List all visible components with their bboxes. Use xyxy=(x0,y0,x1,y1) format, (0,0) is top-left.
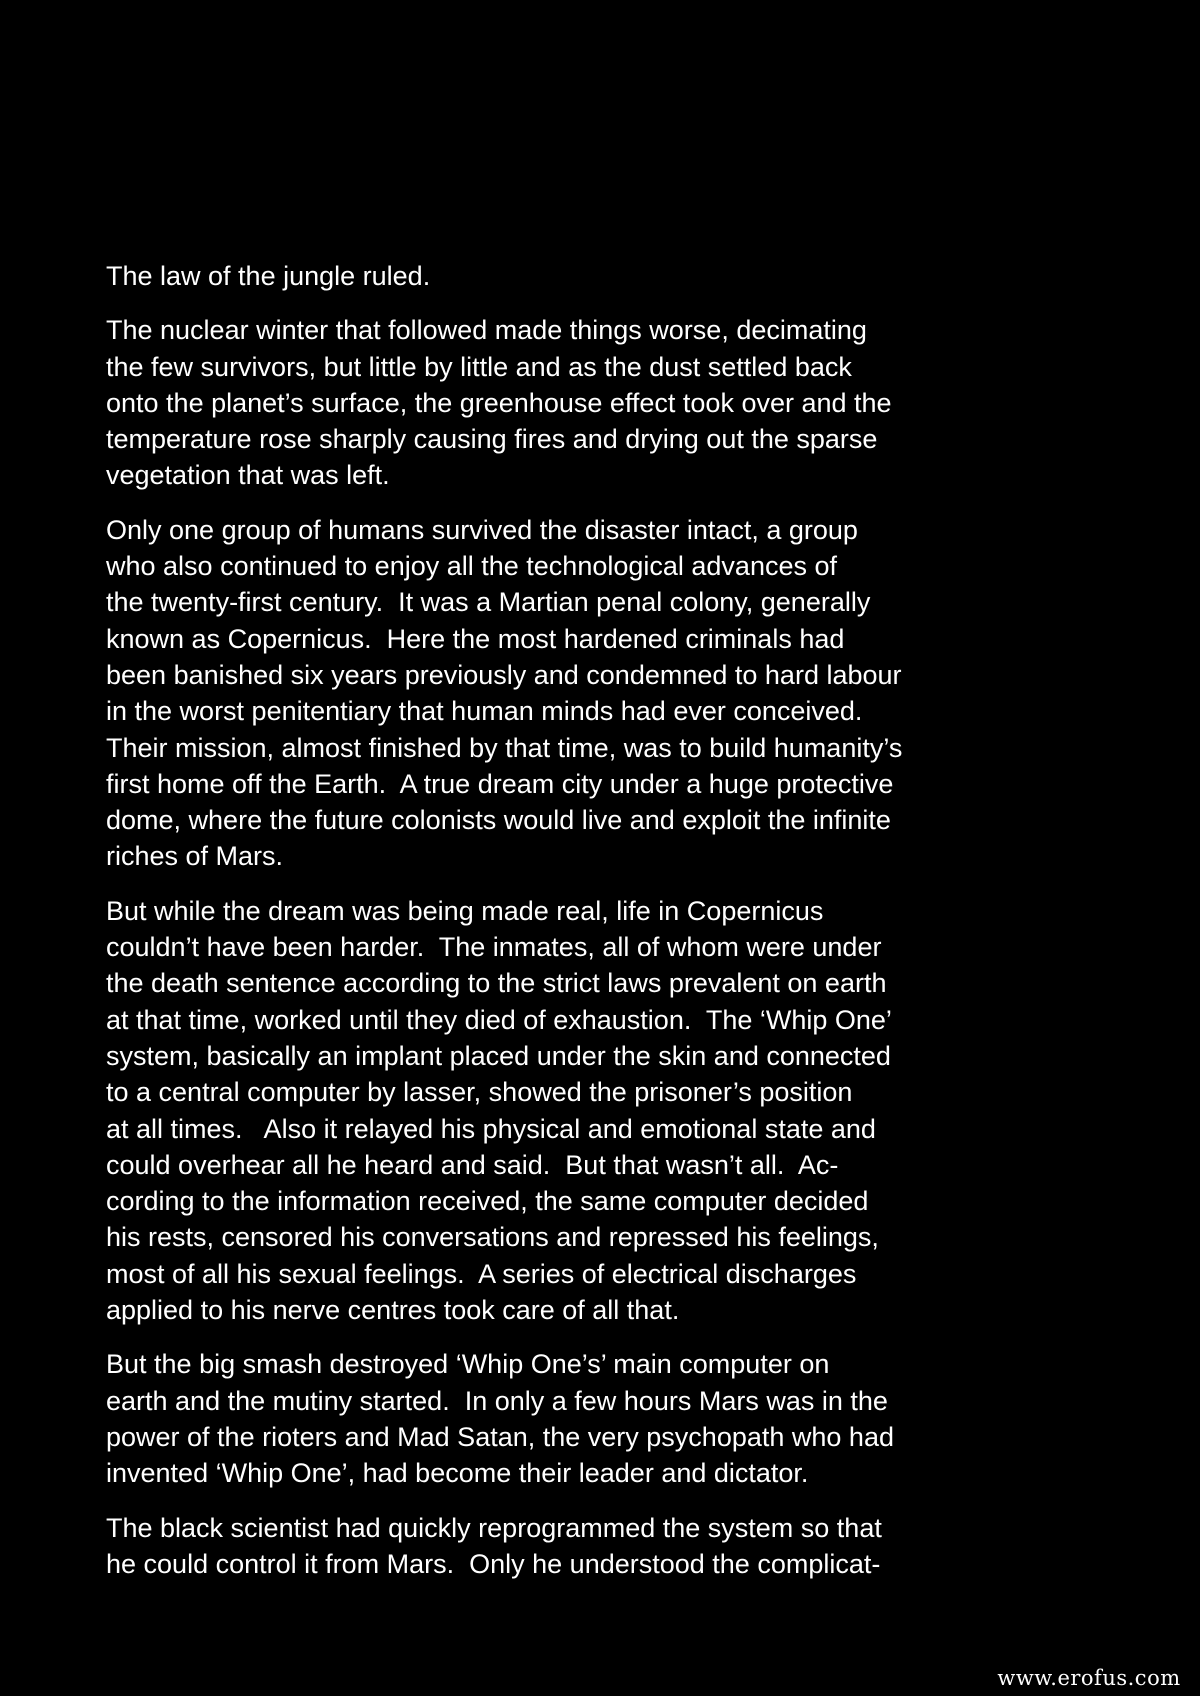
text-line: Their mission, almost finished by that time, was to build humanity’s xyxy=(106,732,903,763)
text-line: riches of Mars. xyxy=(106,841,284,872)
text-line: most of all his sexual feelings. A series of electrical discharges xyxy=(106,1258,857,1289)
text-line: The law of the jungle ruled. xyxy=(106,261,431,291)
paragraph-4 xyxy=(106,893,946,1329)
paragraph-3 xyxy=(106,512,946,875)
paragraph-2 xyxy=(106,312,946,493)
watermark-label: www.erofus.com xyxy=(978,1660,1200,1696)
text-line: temperature rose sharply causing fires and drying out the sparse xyxy=(106,424,878,455)
text-line: the few survivors, but little by little and as the dust settled back xyxy=(106,351,852,382)
text-line: his rests, censored his conversations and repressed his feelings, xyxy=(106,1222,879,1253)
text-line: dome, where the future colonists would live and exploit the infinite xyxy=(106,805,891,836)
text-line: power of the rioters and Mad Satan, the very psychopath who had xyxy=(106,1421,894,1452)
text-line: at that time, worked until they died of exhaustion. The ‘Whip One’ xyxy=(106,1004,892,1035)
paragraph-6 xyxy=(106,1510,946,1583)
text-line: earth and the mutiny started. In only a few hours Mars was in the xyxy=(106,1385,888,1416)
paragraph-1 xyxy=(106,258,946,294)
text-line: onto the planet’s surface, the greenhouse effect took over and the xyxy=(106,387,892,418)
text-line: system, basically an implant placed under the skin and connected xyxy=(106,1040,891,1071)
text-line: But while the dream was being made real, life in Copernicus xyxy=(106,895,824,926)
text-line: first home off the Earth. A true dream city under a huge protective xyxy=(106,768,894,799)
text-line: vegetation that was left. xyxy=(106,460,390,491)
text-block xyxy=(106,258,946,1600)
text-line: applied to his nerve centres took care of all that. xyxy=(106,1295,680,1326)
text-line: cording to the information received, the same computer decided xyxy=(106,1186,869,1217)
text-line: at all times. Also it relayed his physical and emotional state and xyxy=(106,1113,876,1144)
text-line: the death sentence according to the strict laws prevalent on earth xyxy=(106,968,887,999)
text-line: invented ‘Whip One’, had become their leader and dictator. xyxy=(106,1458,809,1489)
text-line: But the big smash destroyed ‘Whip One’s’ main computer on xyxy=(106,1349,830,1380)
text-line: who also continued to enjoy all the technological advances of xyxy=(106,551,837,582)
text-line: the twenty-first century. It was a Martian penal colony, generally xyxy=(106,587,871,618)
text-line: The nuclear winter that followed made things worse, decimating xyxy=(106,315,867,346)
text-line: to a central computer by lasser, showed the prisoner’s position xyxy=(106,1077,853,1108)
text-line: couldn’t have been harder. The inmates, all of whom were under xyxy=(106,932,882,963)
text-line: could overhear all he heard and said. But that wasn’t all. Ac- xyxy=(106,1149,839,1180)
paragraph-5 xyxy=(106,1346,946,1491)
text-line: The black scientist had quickly reprogrammed the system so that xyxy=(106,1512,882,1543)
text-line: Only one group of humans survived the disaster intact, a group xyxy=(106,514,858,545)
text-line: he could control it from Mars. Only he understood the complicat- xyxy=(106,1548,881,1579)
text-line: in the worst penitentiary that human minds had ever conceived. xyxy=(106,696,863,727)
text-line: been banished six years previously and condemned to hard labour xyxy=(106,659,902,690)
text-line: known as Copernicus. Here the most hardened criminals had xyxy=(106,623,845,654)
